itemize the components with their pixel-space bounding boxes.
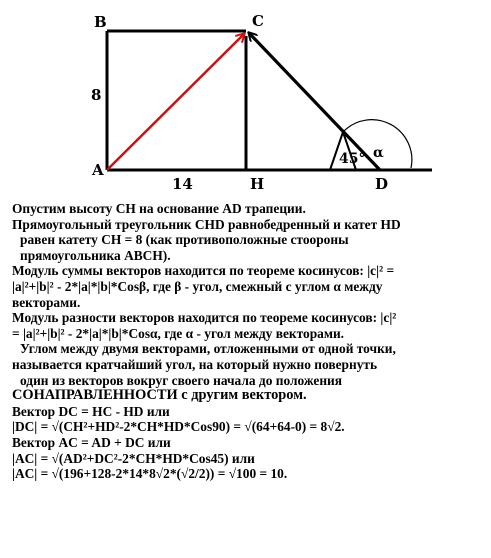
solution-line: Модуль суммы векторов находится по теореме косинусов: |c|² = [12,263,395,279]
label-alpha: α [373,145,384,161]
label-b: B [94,13,107,31]
solution-line: Модуль разности векторов находится по теореме косинусов: |c|² [12,310,397,326]
solution-line: прямоугольника ABCH). [20,247,171,263]
solution-line: Вектор AC = AD + DC или [12,434,171,450]
label-h: H [250,175,265,193]
label-side-ah: 14 [172,175,193,193]
solution-line: |AC| = √(196+128-2*14*8√2*(√2/2)) = √100 = 10. [12,466,288,482]
solution-line: Вектор DC = HC - HD или [12,403,170,419]
solution-line: один из векторов вокруг своего начала до положения [20,372,343,388]
solution-line: |DC| = √(CH²+HD²-2*CH*HD*Cos90) = √(64+64-0) = 8√2. [12,419,345,435]
solution-line: Опустим высоту CH на основание AD трапеции. [12,201,306,216]
trapezoid-figure [0,0,491,200]
solution-line: равен катету CH = 8 (как противоположные стоороны [20,232,349,248]
solution-line: Прямоугольный треугольник CHD равнобедренный и катет HD [12,216,401,232]
solution-line: |AC| = √(AD²+DC²-2*CH*HD*Cos45) или [12,450,255,466]
label-c: C [252,12,264,30]
label-d: D [375,175,389,193]
solution-line: СОНАПРАВЛЕННОСТИ с другим вектором. [12,387,307,404]
solution-text [12,201,488,482]
label-a: A [92,161,104,179]
label-angle-45: 45° [339,151,366,167]
solution-line: векторами. [12,294,81,310]
solution-line: |a|²+|b|² - 2*|a|*|b|*Cosβ, где β - угол, смежный с углом α между [12,278,383,294]
vector-dc [249,33,380,170]
vector-ac [107,34,244,170]
solution-line: = |a|²+|b|² - 2*|a|*|b|*Cosα, где α - угол между векторами. [12,325,345,341]
label-side-ab: 8 [91,86,102,104]
solution-line: Углом между двумя векторами, отложенными от одной точки, [20,341,396,357]
solution-line: называется кратчайший угол, на который нужно повернуть [12,356,378,372]
